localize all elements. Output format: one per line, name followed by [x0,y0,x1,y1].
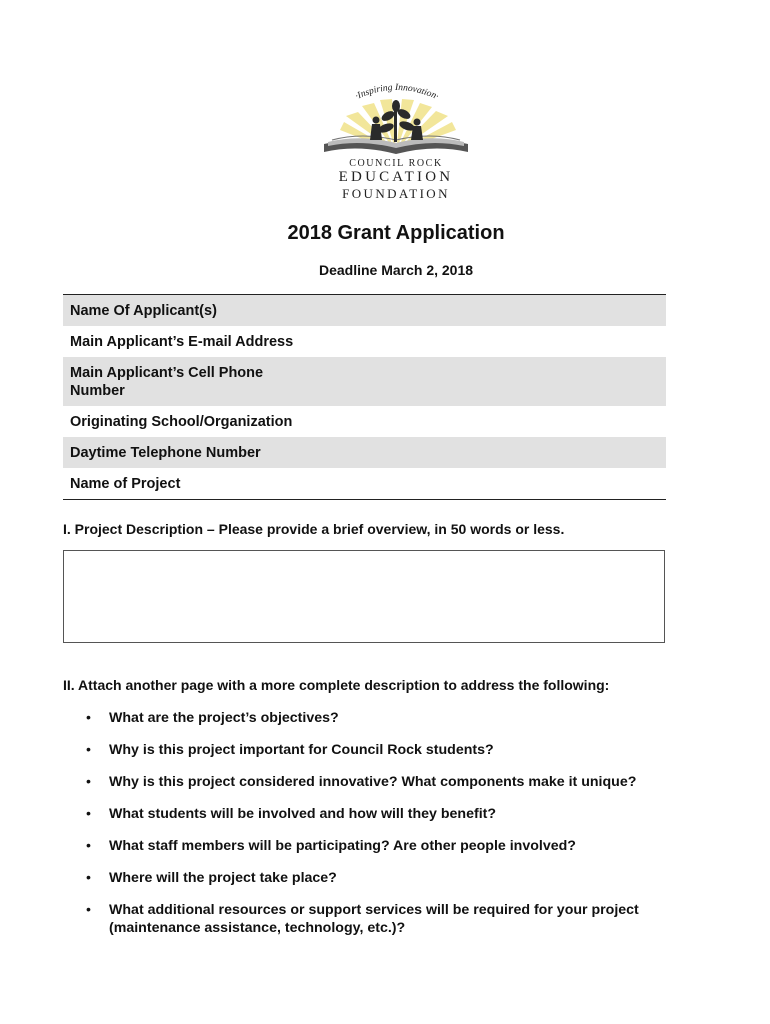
bullet-icon: • [86,902,91,918]
list-item [86,741,686,759]
info-label: Name Of Applicant(s) [70,302,217,319]
list-item-text: What are the project’s objectives? [109,710,339,726]
list-item-text: Where will the project take place? [109,870,337,886]
info-row-project-name[interactable] [63,468,666,499]
list-item-text: What staff members will be participating? Are other people involved? [109,838,576,854]
info-row-cell-phone[interactable] [63,357,666,406]
bullet-icon: • [86,742,91,758]
bullet-icon: • [86,806,91,822]
logo-graphic [318,82,474,162]
list-item-text: What students will be involved and how will they benefit? [109,806,497,822]
info-label: Main Applicant’s E-mail Address [70,333,294,350]
logo-arc-text: ·Inspiring Innovation· [353,82,440,103]
info-label: Name of Project [70,475,181,492]
list-item [86,805,686,823]
list-item-text: Why is this project considered innovative? What components make it unique? [109,774,637,790]
deadline-text: Deadline March 2, 2018 [318,262,474,278]
project-description-box[interactable] [63,550,665,643]
growing-plant-figures-icon [370,100,423,142]
bullet-icon: • [86,710,91,726]
list-item [86,869,686,887]
bullet-icon: • [86,870,91,886]
list-item [86,709,686,727]
logo-line-education: EDUCATION [338,169,454,185]
list-item-text: Why is this project important for Council Rock students? [109,742,494,758]
bullet-icon: • [86,774,91,790]
info-label: Daytime Telephone Number [70,444,261,461]
list-item [86,837,686,855]
info-row-applicant-name[interactable] [63,295,666,326]
info-row-organization[interactable] [63,406,666,437]
info-label: Originating School/Organization [70,413,293,430]
section-project-description-heading: I. Project Description – Please provide a brief overview, in 50 words or less. [63,521,565,537]
list-item-text: What additional resources or support services will be required for your project (maintenance assistance, technology, etc.)? [109,902,639,936]
info-row-daytime-phone[interactable] [63,437,666,468]
info-label: Main Applicant’s Cell Phone Number [70,364,264,399]
requirements-list [86,709,686,951]
section-attach-page-heading: II. Attach another page with a more complete description to address the following: [63,677,610,693]
list-item [86,901,686,937]
info-row-email[interactable] [63,326,666,357]
bullet-icon: • [86,838,91,854]
list-item [86,773,686,791]
applicant-info-table [63,294,666,500]
page-title: 2018 Grant Application [287,222,505,244]
logo-line-council-rock: COUNCIL ROCK [349,158,443,169]
logo-line-foundation: FOUNDATION [342,186,450,201]
